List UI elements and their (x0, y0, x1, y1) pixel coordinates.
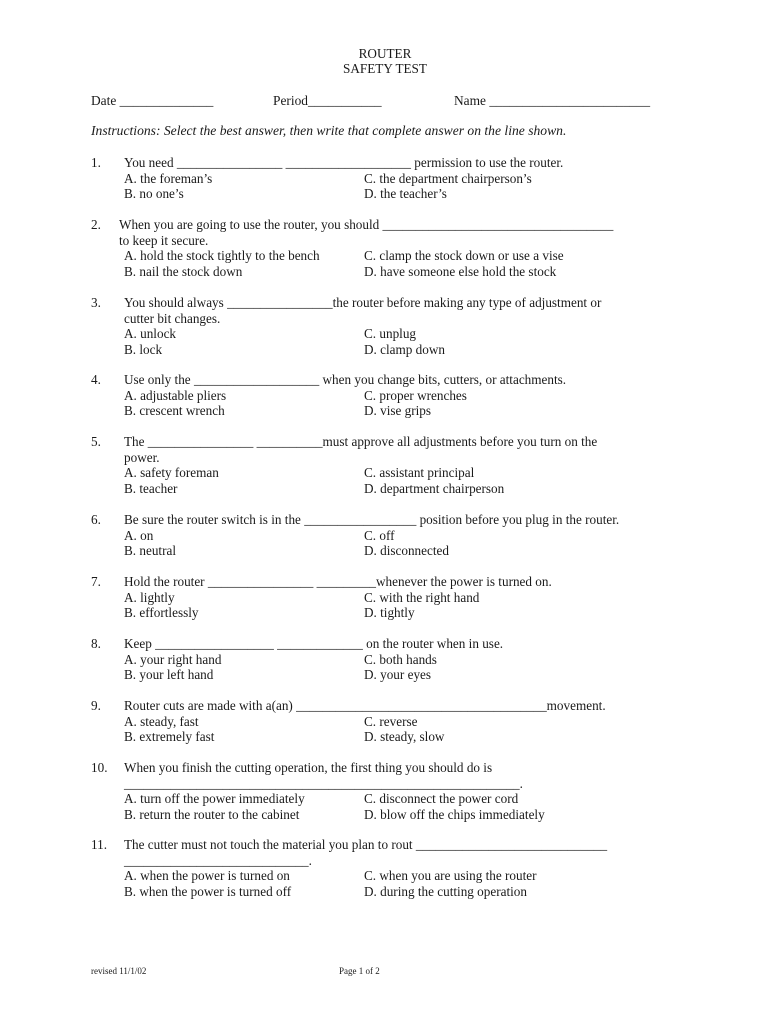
question-number: 7. (91, 574, 101, 589)
question-text: When you are going to use the router, you should ___________________________________ (119, 217, 614, 232)
option-a: A. lightly (124, 589, 175, 605)
option-c: C. clamp the stock down or use a vise (364, 248, 564, 263)
date-field: Date ______________ (91, 93, 214, 108)
question-number: 5. (91, 434, 101, 449)
question-text: The cutter must not touch the material you plan to rout _____________________________ (124, 837, 608, 852)
option-c: C. with the right hand (364, 589, 480, 605)
question-text-cont: power. (124, 449, 160, 465)
option-a: A. unlock (124, 326, 177, 341)
option-c: C. off (364, 527, 395, 543)
option-b: B. no one’s (124, 186, 184, 201)
question-number: 2. (91, 217, 101, 232)
option-a: A. adjustable pliers (124, 387, 227, 403)
question-text: Be sure the router switch is in the _________________ position before you plug in the router. (124, 512, 620, 527)
option-a: A. when the power is turned on (124, 868, 290, 883)
option-a: A. turn off the power immediately (124, 791, 305, 806)
instructions: Instructions: Select the best answer, then write that complete answer on the line shown. (91, 123, 567, 138)
question-text: Router cuts are made with a(an) ______________________________________movement. (124, 698, 606, 713)
option-d: D. your eyes (364, 667, 432, 682)
option-a: A. safety foreman (124, 465, 219, 480)
question-number: 9. (91, 698, 101, 713)
option-c: C. reverse (364, 713, 418, 729)
question-number: 6. (91, 512, 101, 527)
option-c: C. both hands (364, 651, 437, 667)
question-number: 10. (91, 760, 108, 775)
option-c: C. proper wrenches (364, 387, 467, 403)
name-field: Name ________________________ (454, 93, 651, 108)
option-b: B. effortlessly (124, 605, 199, 620)
option-d: D. clamp down (364, 341, 445, 357)
question-text: You should always ________________the router before making any type of adjustment or (124, 295, 602, 310)
question-text: Hold the router ________________ _________whenever the power is turned on. (124, 574, 552, 589)
answer-line: ____________________________. (124, 852, 312, 868)
question-number: 1. (91, 155, 101, 170)
option-d: D. during the cutting operation (364, 883, 527, 899)
option-b: B. lock (124, 341, 163, 357)
page-number: Page 1 of 2 (339, 966, 380, 976)
question-text: You need ________________ ___________________ permission to use the router. (124, 155, 564, 170)
option-a: A. steady, fast (124, 713, 199, 729)
question-text-cont: cutter bit changes. (124, 310, 221, 326)
question-number: 3. (91, 295, 101, 310)
question-text: Use only the ___________________ when you change bits, cutters, or attachments. (124, 372, 567, 387)
page-title (0, 46, 770, 76)
option-d: D. the teacher’s (364, 186, 447, 201)
option-a: A. hold the stock tightly to the bench (124, 248, 320, 263)
option-b: B. return the router to the cabinet (124, 806, 300, 822)
period-field: Period___________ (273, 93, 382, 108)
option-c: C. unplug (364, 326, 417, 341)
option-b: B. teacher (124, 480, 178, 496)
option-d: D. steady, slow (364, 729, 445, 744)
option-c: C. assistant principal (364, 465, 475, 480)
question-text: When you finish the cutting operation, the first thing you should do is (124, 760, 493, 775)
option-a: A. on (124, 527, 154, 543)
question-text-cont: to keep it secure. (119, 232, 209, 248)
option-d: D. blow off the chips immediately (364, 806, 545, 822)
option-a: A. your right hand (124, 651, 222, 667)
option-b: B. nail the stock down (124, 263, 243, 279)
question-text: Keep __________________ _____________ on the router when in use. (124, 636, 504, 651)
option-d: D. have someone else hold the stock (364, 263, 557, 279)
option-b: B. your left hand (124, 667, 214, 682)
revision-note: revised 11/1/02 (91, 966, 147, 976)
option-b: B. crescent wrench (124, 403, 225, 418)
option-c: C. disconnect the power cord (364, 791, 519, 806)
option-b: B. extremely fast (124, 729, 215, 744)
option-b: B. when the power is turned off (124, 883, 292, 899)
option-d: D. disconnected (364, 543, 449, 558)
answer-line: ____________________________________________________________. (124, 775, 523, 791)
title-line-1: ROUTER (358, 46, 412, 61)
option-b: B. neutral (124, 543, 177, 558)
option-a: A. the foreman’s (124, 170, 213, 186)
option-c: C. the department chairperson’s (364, 170, 532, 186)
question-number: 8. (91, 636, 101, 651)
question-text: The ________________ __________must approve all adjustments before you turn on the (124, 434, 598, 449)
option-c: C. when you are using the router (364, 868, 537, 883)
title-line-2: SAFETY TEST (343, 61, 427, 76)
option-d: D. department chairperson (364, 480, 505, 496)
option-d: D. tightly (364, 605, 415, 620)
option-d: D. vise grips (364, 403, 432, 418)
question-number: 4. (91, 372, 101, 387)
question-number: 11. (91, 837, 107, 852)
